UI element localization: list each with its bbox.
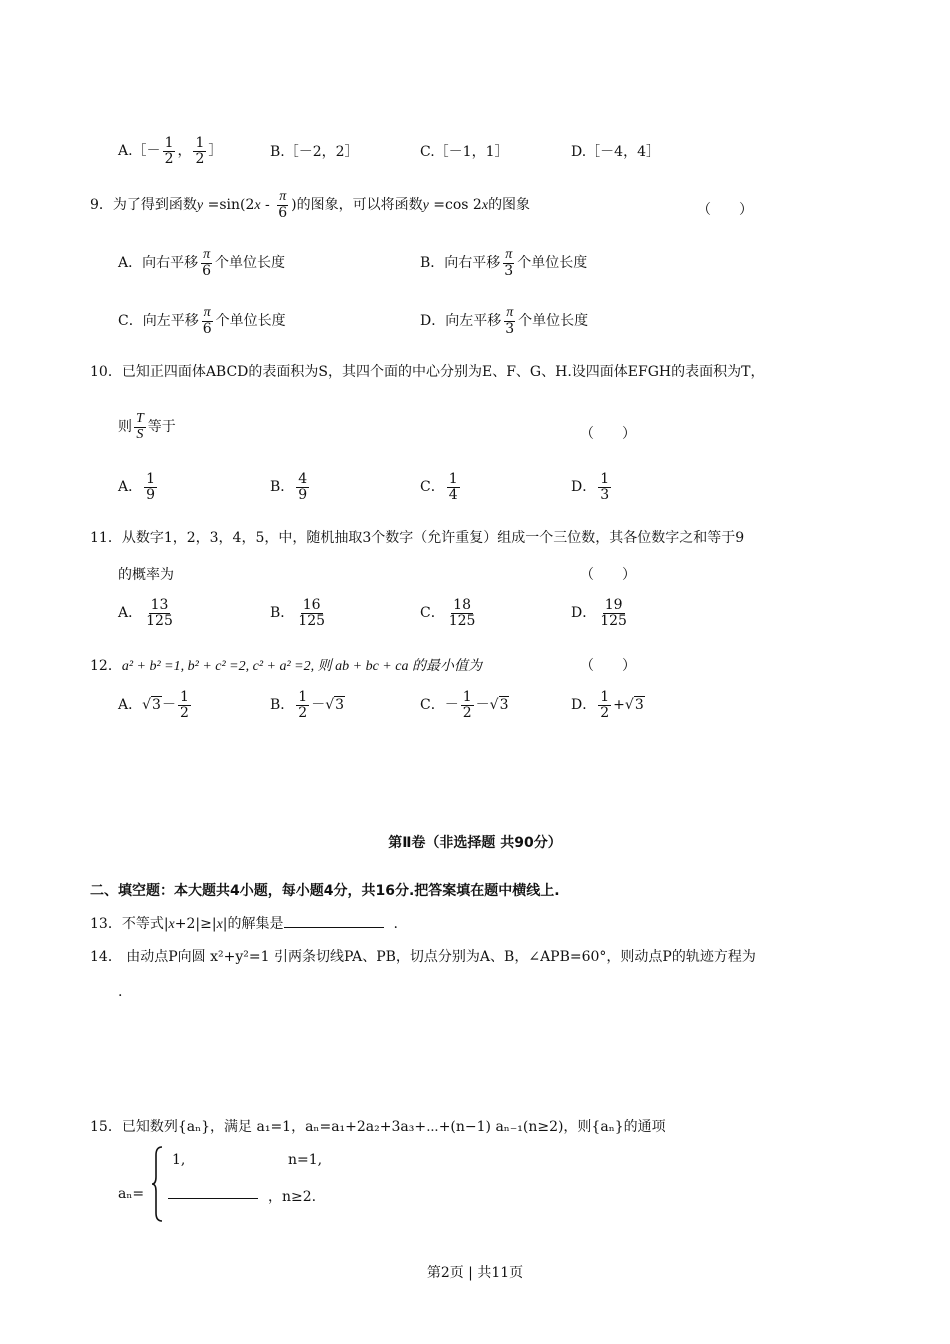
q10-option-c: C． $\frac{1}{4}$ <box>420 471 458 503</box>
q13-answer-blank[interactable] <box>284 927 384 928</box>
q10-option-a: A． $\frac{1}{9}$ <box>118 471 156 503</box>
q11-paren: （ ） <box>580 567 636 583</box>
q11-option-a: A． $\frac{13}{125}$ <box>118 597 173 629</box>
q12-option-b: B． $\frac{1}{2}$ －√3 <box>270 689 345 721</box>
q15-lhs: aₙ= <box>118 1186 145 1202</box>
section-title: 第Ⅱ卷（非选择题 共90分） <box>388 835 562 851</box>
q13-stem: 13．不等式|x+2|≥|x|的解集是 . <box>90 916 398 932</box>
q11-stem: 11．从数字1，2，3，4，5，中，随机抽取3个数字（允许重复）组成一个三位数，其各位数字之和等于9 <box>90 530 745 546</box>
q15-case2-condition: ，n≥2. <box>268 1189 317 1205</box>
q9-paren: （ ） <box>697 202 753 218</box>
q9-option-b: B．向右平移 $\frac{\pi}{3}$ 个单位长度 <box>420 247 588 279</box>
q10-option-d: D． $\frac{1}{3}$ <box>571 471 610 503</box>
q9-option-a: A．向右平移 $\frac{\pi}{6}$ 个单位长度 <box>118 247 286 279</box>
q9-option-c: C．向左平移 $\frac{\pi}{6}$ 个单位长度 <box>118 305 286 337</box>
q11-option-b: B． $\frac{16}{125}$ <box>270 597 326 629</box>
q12-paren: （ ） <box>580 658 636 674</box>
q14-stem: 14． 由动点P向圆 x²+y²=1 引两条切线PA、PB，切点分别为A、B，∠APB=60°，则动点P的轨迹方程为 <box>90 949 756 965</box>
q8-option-d: D.［－4，4］ <box>571 144 660 160</box>
q10-stem-2: 则 $\frac{T}{S}$ 等于 <box>118 411 176 442</box>
q9-option-d: D．向左平移 $\frac{\pi}{3}$ 个单位长度 <box>420 305 589 337</box>
q10-option-b: B． $\frac{4}{9}$ <box>270 471 308 503</box>
page-footer: 第2页 | 共11页 <box>426 1265 524 1281</box>
q11-option-c: C． $\frac{18}{125}$ <box>420 597 476 629</box>
q15-answer-blank[interactable] <box>168 1182 258 1199</box>
q8-option-a: A.［－ $\frac{1}{2}$ ， $\frac{1}{2}$ ］ <box>118 135 223 167</box>
q8-option-b: B.［－2，2］ <box>270 144 359 160</box>
q11-option-d: D． $\frac{19}{125}$ <box>571 597 627 629</box>
q12-option-d: D． $\frac{1}{2}$ +√3 <box>571 689 644 721</box>
q12-stem: 12．a² + b² =1, b² + c² =2, c² + a² =2, 则 ab + bc + ca 的最小值为 <box>90 658 482 674</box>
q14-stem-2: . <box>118 984 123 1000</box>
q15-case1-value: 1, <box>172 1152 186 1168</box>
q11-stem-2: 的概率为 <box>118 567 174 583</box>
q15-case1-condition: n=1, <box>288 1152 323 1168</box>
q10-stem: 10．已知正四面体ABCD的表面积为S，其四个面的中心分别为E、F、G、H.设四面体EFGH的表面积为T， <box>90 364 765 380</box>
q15-stem: 15．已知数列{aₙ}，满足 a₁=1，aₙ=a₁+2a₂+3a₃+⋯+(n−1) aₙ₋₁(n≥2)，则{aₙ}的通项 <box>90 1119 666 1135</box>
q12-option-a: A．√3－ $\frac{1}{2}$ <box>118 689 189 721</box>
q12-option-c: C．－ $\frac{1}{2}$ －√3 <box>420 689 509 721</box>
section-heading: 二、填空题：本大题共4小题，每小题4分，共16分.把答案填在题中横线上. <box>90 883 560 899</box>
q10-paren: （ ） <box>580 426 636 442</box>
q8-option-c: C.［－1，1］ <box>420 144 509 160</box>
q15-brace <box>150 1145 164 1223</box>
q9-stem: 9．为了得到函数y =sin(2x - $\frac{\pi}{6}$ )的图象，可以将函数y =cos 2x的图象 <box>90 189 531 221</box>
